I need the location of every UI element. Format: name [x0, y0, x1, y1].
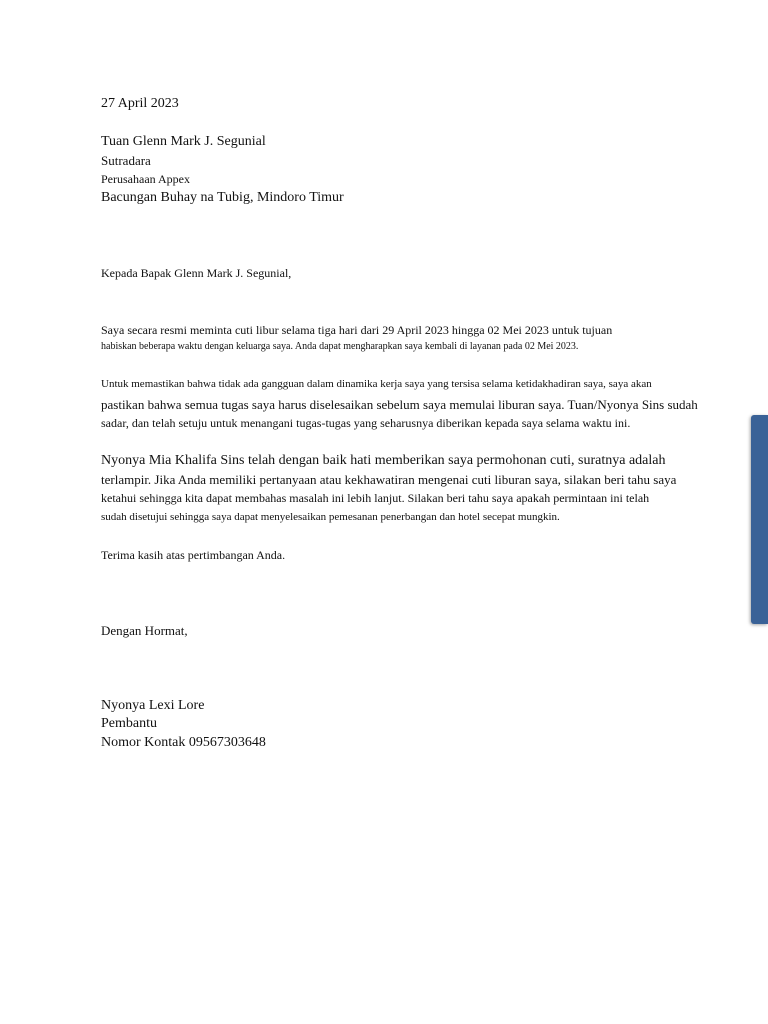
letter-date: 27 April 2023 [101, 96, 179, 111]
recipient-address: Bacungan Buhay na Tubig, Mindoro Timur [101, 190, 344, 205]
recipient-title: Sutradara [101, 153, 151, 168]
sender-contact: Nomor Kontak 09567303648 [101, 735, 266, 750]
paragraph2-line: Untuk memastikan bahwa tidak ada gangguan dalam dinamika kerja saya yang tersisa selama ketidakhadiran saya, saya akan [101, 378, 652, 390]
paragraph3-line: terlampir. Jika Anda memiliki pertanyaan atau kekhawatiran mengenai cuti liburan saya, silakan beri tahu saya [101, 472, 677, 487]
recipient-name: Tuan Glenn Mark J. Segunial [101, 134, 266, 149]
paragraph2-line: pastikan bahwa semua tugas saya harus diselesaikan sebelum saya memulai liburan saya. Tuan/Nyonya Sins sudah [101, 397, 698, 412]
closing: Dengan Hormat, [101, 623, 188, 638]
paragraph2-line: sadar, dan telah setuju untuk menangani tugas-tugas yang seharusnya diberikan kepada saya selama waktu ini. [101, 416, 631, 430]
paragraph3-line: ketahui sehingga kita dapat membahas masalah ini lebih lanjut. Silakan beri tahu saya apakah permintaan ini telah [101, 491, 650, 505]
paragraph3-line: Nyonya Mia Khalifa Sins telah dengan baik hati memberikan saya permohonan cuti, suratnya adalah [101, 453, 666, 468]
thanks-line: Terima kasih atas pertimbangan Anda. [101, 548, 286, 562]
recipient-company: Perusahaan Appex [101, 172, 190, 186]
salutation: Kepada Bapak Glenn Mark J. Segunial, [101, 266, 292, 280]
paragraph1-line: Saya secara resmi meminta cuti libur selama tiga hari dari 29 April 2023 hingga 02 Mei 2023 untuk tujuan [101, 323, 613, 337]
sender-name: Nyonya Lexi Lore [101, 698, 205, 713]
paragraph3-line: sudah disetujui sehingga saya dapat menyelesaikan pemesanan penerbangan dan hotel secepat mungkin. [101, 511, 560, 523]
paragraph1-line: habiskan beberapa waktu dengan keluarga saya. Anda dapat mengharapkan saya kembali di layanan pada 02 Mei 2023. [101, 341, 579, 352]
sender-role: Pembantu [101, 716, 157, 731]
side-panel-tab[interactable] [751, 415, 768, 624]
